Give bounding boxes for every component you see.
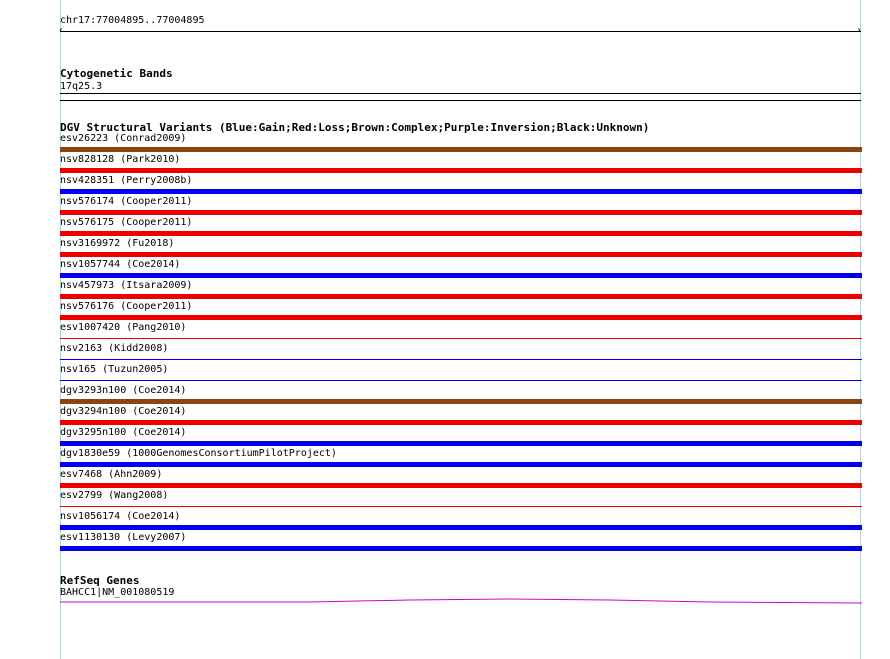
dgv-feature-bar[interactable] <box>60 525 862 530</box>
refseq-track-title[interactable]: RefSeq Genes <box>60 574 140 587</box>
dgv-feature-bar[interactable] <box>60 147 862 152</box>
dgv-feature-bar[interactable] <box>60 252 862 257</box>
dgv-feature-bar[interactable] <box>60 483 862 488</box>
dgv-feature-label: nsv457973 (Itsara2009) <box>60 280 193 291</box>
dgv-feature[interactable] <box>60 238 862 259</box>
gene-line <box>60 599 862 603</box>
dgv-feature-bar[interactable] <box>60 546 862 551</box>
dgv-feature-label: dgv3295n100 (Coe2014) <box>60 427 187 438</box>
dgv-feature-label: nsv576176 (Cooper2011) <box>60 301 193 312</box>
ruler-right-arrow-icon: › <box>856 25 863 36</box>
dgv-feature-label: nsv576175 (Cooper2011) <box>60 217 193 228</box>
dgv-feature[interactable] <box>60 259 862 280</box>
dgv-feature-label: esv1130130 (Levy2007) <box>60 532 187 543</box>
dgv-feature[interactable] <box>60 217 862 238</box>
ruler-position-label: chr17:77004895..77004895 <box>60 15 205 26</box>
dgv-feature[interactable] <box>60 490 862 511</box>
dgv-feature-bar[interactable] <box>60 168 862 173</box>
dgv-feature-bar[interactable] <box>60 231 862 236</box>
dgv-track-title[interactable]: DGV Structural Variants (Blue:Gain;Red:Loss;Brown:Complex;Purple:Inversion;Black:Unknown) <box>60 121 650 134</box>
dgv-feature-label: nsv428351 (Perry2008b) <box>60 175 193 186</box>
dgv-feature-bar[interactable] <box>60 315 862 320</box>
dgv-feature-label: esv2799 (Wang2008) <box>60 490 169 501</box>
cytoband-bar-top <box>60 93 861 94</box>
dgv-feature-bar[interactable] <box>60 189 862 194</box>
dgv-feature-label: nsv1057744 (Coe2014) <box>60 259 181 270</box>
dgv-feature-label: dgv1830e59 (1000GenomesConsortiumPilotProject) <box>60 448 337 459</box>
dgv-feature-bar[interactable] <box>60 380 862 381</box>
dgv-feature[interactable] <box>60 196 862 217</box>
dgv-feature[interactable] <box>60 322 862 343</box>
dgv-feature-bar[interactable] <box>60 420 862 425</box>
dgv-feature-bar[interactable] <box>60 294 862 299</box>
dgv-feature[interactable] <box>60 364 862 385</box>
dgv-feature[interactable] <box>60 343 862 364</box>
ruler-left-arrow-icon: ‹ <box>58 25 65 36</box>
dgv-feature-bar[interactable] <box>60 399 862 404</box>
dgv-feature-bar[interactable] <box>60 506 862 507</box>
dgv-feature[interactable] <box>60 448 862 469</box>
dgv-feature-bar[interactable] <box>60 210 862 215</box>
dgv-feature-label: nsv576174 (Cooper2011) <box>60 196 193 207</box>
dgv-feature-label: dgv3293n100 (Coe2014) <box>60 385 187 396</box>
cytoband-track-title[interactable]: Cytogenetic Bands <box>60 67 173 80</box>
dgv-feature[interactable] <box>60 301 862 322</box>
dgv-feature-bar[interactable] <box>60 338 862 339</box>
dgv-feature[interactable] <box>60 406 862 427</box>
dgv-feature[interactable] <box>60 154 862 175</box>
dgv-feature-label: dgv3294n100 (Coe2014) <box>60 406 187 417</box>
dgv-feature-bar[interactable] <box>60 462 862 467</box>
dgv-feature[interactable] <box>60 133 862 154</box>
dgv-feature[interactable] <box>60 427 862 448</box>
cytoband-bar-bottom <box>60 100 861 101</box>
dgv-feature-label: esv1007420 (Pang2010) <box>60 322 187 333</box>
dgv-feature-label: nsv2163 (Kidd2008) <box>60 343 169 354</box>
dgv-feature-bar[interactable] <box>60 441 862 446</box>
dgv-feature[interactable] <box>60 280 862 301</box>
dgv-feature-label: esv26223 (Conrad2009) <box>60 133 187 144</box>
dgv-feature-label: nsv1056174 (Coe2014) <box>60 511 181 522</box>
dgv-feature-label: nsv828128 (Park2010) <box>60 154 181 165</box>
dgv-feature[interactable] <box>60 532 862 553</box>
ruler-line <box>60 31 861 32</box>
gene-label[interactable]: BAHCC1|NM_001080519 <box>60 587 175 598</box>
dgv-feature[interactable] <box>60 511 862 532</box>
dgv-feature-label: esv7468 (Ahn2009) <box>60 469 163 480</box>
dgv-feature-label: nsv165 (Tuzun2005) <box>60 364 169 375</box>
dgv-feature-bar[interactable] <box>60 359 862 360</box>
dgv-feature-label: nsv3169972 (Fu2018) <box>60 238 175 249</box>
dgv-feature-bar[interactable] <box>60 273 862 278</box>
dgv-feature[interactable] <box>60 385 862 406</box>
cytoband-label: 17q25.3 <box>60 81 103 92</box>
dgv-feature[interactable] <box>60 469 862 490</box>
gene-model[interactable] <box>60 594 862 606</box>
dgv-feature[interactable] <box>60 175 862 196</box>
